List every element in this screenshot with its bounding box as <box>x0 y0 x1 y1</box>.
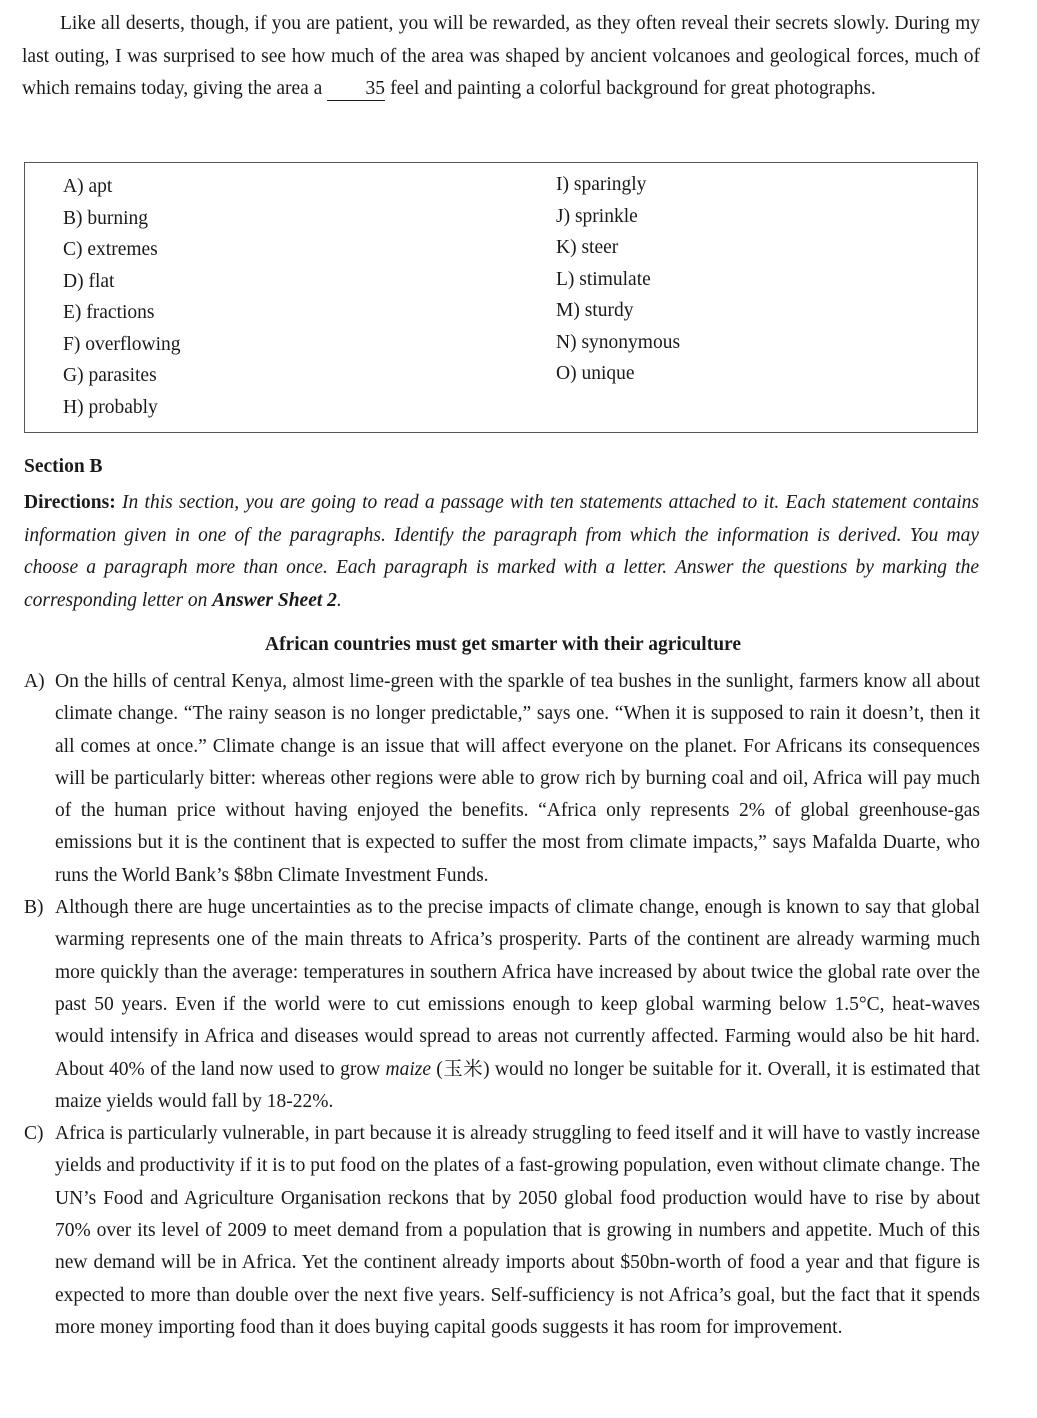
word-option: N) synonymous <box>556 331 681 353</box>
word-option: B) burning <box>63 207 149 229</box>
paragraph-text-continued: would no longer be suitable for it. Overall, it is estimated that maize yields would fall by 18-22%. <box>55 1058 981 1112</box>
word-option: A) apt <box>63 176 113 197</box>
paragraph-b <box>24 892 980 1118</box>
paragraph-letter: A) <box>24 671 45 692</box>
intro-text-after: feel and painting a colorful background for great photographs. <box>390 78 876 99</box>
directions <box>24 487 979 617</box>
word-option: F) overflowing <box>63 333 181 355</box>
directions-label: Directions: <box>24 492 116 513</box>
word-option: M) sturdy <box>556 300 634 321</box>
word-option: I) sparingly <box>556 174 647 195</box>
paragraph-letter: B) <box>24 897 44 919</box>
paragraph-c <box>24 1118 980 1344</box>
word-option: K) steer <box>556 237 619 258</box>
intro-block <box>22 8 980 106</box>
chinese-gloss: (玉米) <box>436 1058 490 1080</box>
paragraph-text: On the hills of central Kenya, almost lime-green with the sparkle of tea bushes in the sunlight, farmers know all about climate change. “The rainy season is no longer predictable,” says one. “When it is supposed to rain it doesn’t, then it all comes at once.” Climate change is an issue that will affect everyone on the planet. For Africans its consequences will be particularly bitter: whereas other regions were able to grow rich by burning coal and oil, Africa will pay much of the human price without having enjoyed the benefits. “Africa only represents 2% of global greenhouse-gas emissions but it is the continent that is expected to suffer the most from climate impacts,” says Mafalda Duarte, who runs the World Bank’s $8bn Climate Investment Funds. <box>55 671 980 886</box>
word-option: D) flat <box>63 270 115 292</box>
intro-paragraph <box>22 8 980 106</box>
article-title: African countries must get smarter with their agriculture <box>264 634 742 655</box>
word-bank-left-column <box>63 171 181 423</box>
paragraph-a <box>24 666 980 892</box>
word-option: E) fractions <box>63 302 155 323</box>
word-option: G) parasites <box>63 365 157 386</box>
section-heading: Section B <box>24 456 103 477</box>
answer-sheet-ref: Answer Sheet 2 <box>212 589 337 611</box>
intro-text-before: Like all deserts, though, if you are patient, you will be rewarded, as they often reveal their secrets slowly. During my last outing, I was surprised to see how much of the area was shaped by ancient volcanoes and geological forces, much of which remains today, giving the area a <box>22 13 980 99</box>
word-bank-box <box>24 162 978 433</box>
directions-period: . <box>336 589 342 611</box>
paragraph-letter: C) <box>24 1123 44 1145</box>
word-option: C) extremes <box>63 239 158 260</box>
word-option: L) stimulate <box>556 268 651 290</box>
paragraph-text: Although there are huge uncertainties as to the precise impacts of climate change, enough is known to say that global warming represents one of the main threats to Africa’s prosperity. Parts of the continent are already warming much more quickly than the average: temperatures in southern Africa have increased by about twice the global rate over the past 50 years. Even if the world were to cut emissions enough to keep global warming below 1.5°C, heat-waves would intensify in Africa and diseases would spread to areas not currently affected. Farming would also be hit hard. About 40% of the land now used to grow <box>55 897 980 1080</box>
word-bank-right-column <box>556 169 680 390</box>
paragraph-text: Africa is particularly vulnerable, in part because it is already struggling to feed itself and it will have to vastly increase yields and productivity if it is to put food on the plates of a fast-growing population, even without climate change. The UN’s Food and Agriculture Organisation reckons that by 2050 global food production would have to rise by about 70% over its level of 2009 to meet demand from a population that is growing in numbers and appetite. Much of this new demand will be in Africa. Yet the continent already imports about $50bn-worth of food a year and that figure is expected to more than double over the next five years. Self-sufficiency is not Africa’s goal, but the fact that it spends more money importing food than it does buying capital goods suggests it has room for improvement. <box>55 1123 980 1338</box>
word-option: H) probably <box>63 396 158 418</box>
article-body <box>24 666 980 1344</box>
answer-blank-35: 35 <box>327 78 385 101</box>
italic-term: maize <box>385 1058 431 1080</box>
word-option: J) sprinkle <box>556 205 638 227</box>
word-option: O) unique <box>556 363 635 384</box>
directions-text: In this section, you are going to read a passage with ten statements attached to it. Each statement contains information given in one of the paragraphs. Identify the paragraph from which the information is derived. You may choose a paragraph more than once. Each paragraph is marked with a letter. Answer the questions by marking the corresponding letter on <box>24 492 980 611</box>
